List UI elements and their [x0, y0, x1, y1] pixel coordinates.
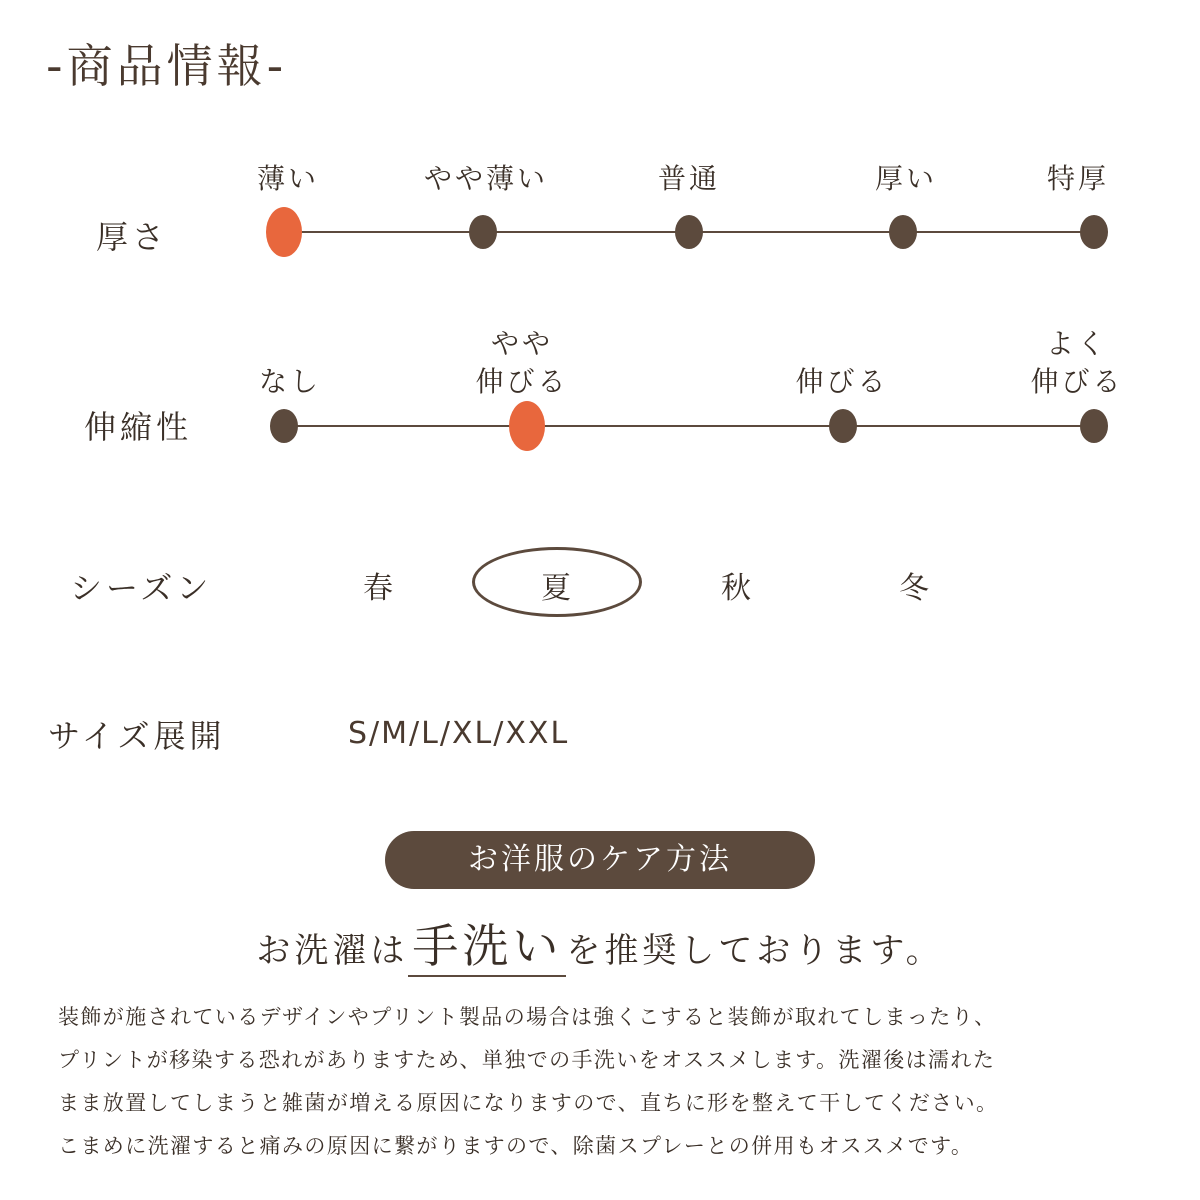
stretch-option-line2: 伸びる — [475, 365, 569, 398]
stretch-label: 伸縮性 — [84, 408, 193, 446]
stretch-track — [284, 425, 1095, 427]
thickness-label: 厚さ — [96, 218, 169, 256]
page-title: -商品情報- — [46, 39, 288, 93]
care-body-line: こまめに洗濯すると痛みの原因に繋がりますので、除菌スプレーとの併用もオススメです。 — [58, 1134, 974, 1158]
care-body — [58, 996, 1168, 1168]
thickness-marker-selected — [266, 207, 302, 257]
stretch-option-line2: 伸びる — [1030, 365, 1124, 398]
thickness-option-label: 普通 — [657, 162, 721, 195]
thickness-option-label: 薄い — [256, 162, 320, 195]
stretch-option-line2: 伸びる — [795, 365, 889, 398]
stretch-option-line1: よく — [1045, 327, 1109, 360]
care-headline-emphasis: 手洗い — [408, 919, 566, 977]
care-body-line: プリントが移染する恐れがありますため、単独での手洗いをオススメします。洗濯後は濡れた — [58, 1048, 996, 1072]
thickness-marker — [1080, 215, 1108, 249]
thickness-marker — [675, 215, 703, 249]
care-headline-pre: お洗濯は — [256, 931, 409, 971]
stretch-option-label — [1030, 325, 1123, 401]
stretch-option-label — [475, 325, 568, 401]
stretch-option-label — [795, 325, 888, 401]
care-headline — [0, 910, 1200, 976]
season-option: 秋 — [721, 571, 751, 606]
care-headline-post: を推奨しております。 — [566, 931, 944, 971]
stretch-option-line1 — [795, 325, 888, 363]
stretch-option-line2: なし — [258, 365, 322, 398]
thickness-option-label: 特厚 — [1046, 162, 1110, 195]
sizes-value: S/M/L/XL/XXL — [348, 716, 570, 751]
stretch-marker — [270, 409, 298, 443]
care-body-line: まま放置してしまうと雑菌が増える原因になりますので、直ちに形を整えて干してください。 — [58, 1091, 999, 1115]
thickness-marker — [889, 215, 917, 249]
sizes-label: サイズ展開 — [48, 717, 226, 755]
care-header-badge: お洋服のケア方法 — [385, 831, 815, 889]
stretch-marker — [1080, 409, 1108, 443]
season-option: 冬 — [899, 571, 929, 606]
thickness-marker — [469, 215, 497, 249]
thickness-option-label: 厚い — [874, 162, 938, 195]
season-option-selected: 夏 — [541, 571, 571, 606]
care-body-line: 装飾が施されているデザインやプリント製品の場合は強くこすると装飾が取れてしまったり、 — [58, 1005, 997, 1029]
season-option: 春 — [363, 571, 393, 606]
stretch-option-label — [259, 325, 321, 401]
season-label: シーズン — [70, 569, 213, 607]
thickness-option-label: やや薄い — [423, 162, 549, 195]
stretch-marker-selected — [509, 401, 545, 451]
stretch-option-line1: やや — [490, 327, 554, 360]
stretch-marker — [829, 409, 857, 443]
stretch-option-line1 — [259, 325, 321, 363]
